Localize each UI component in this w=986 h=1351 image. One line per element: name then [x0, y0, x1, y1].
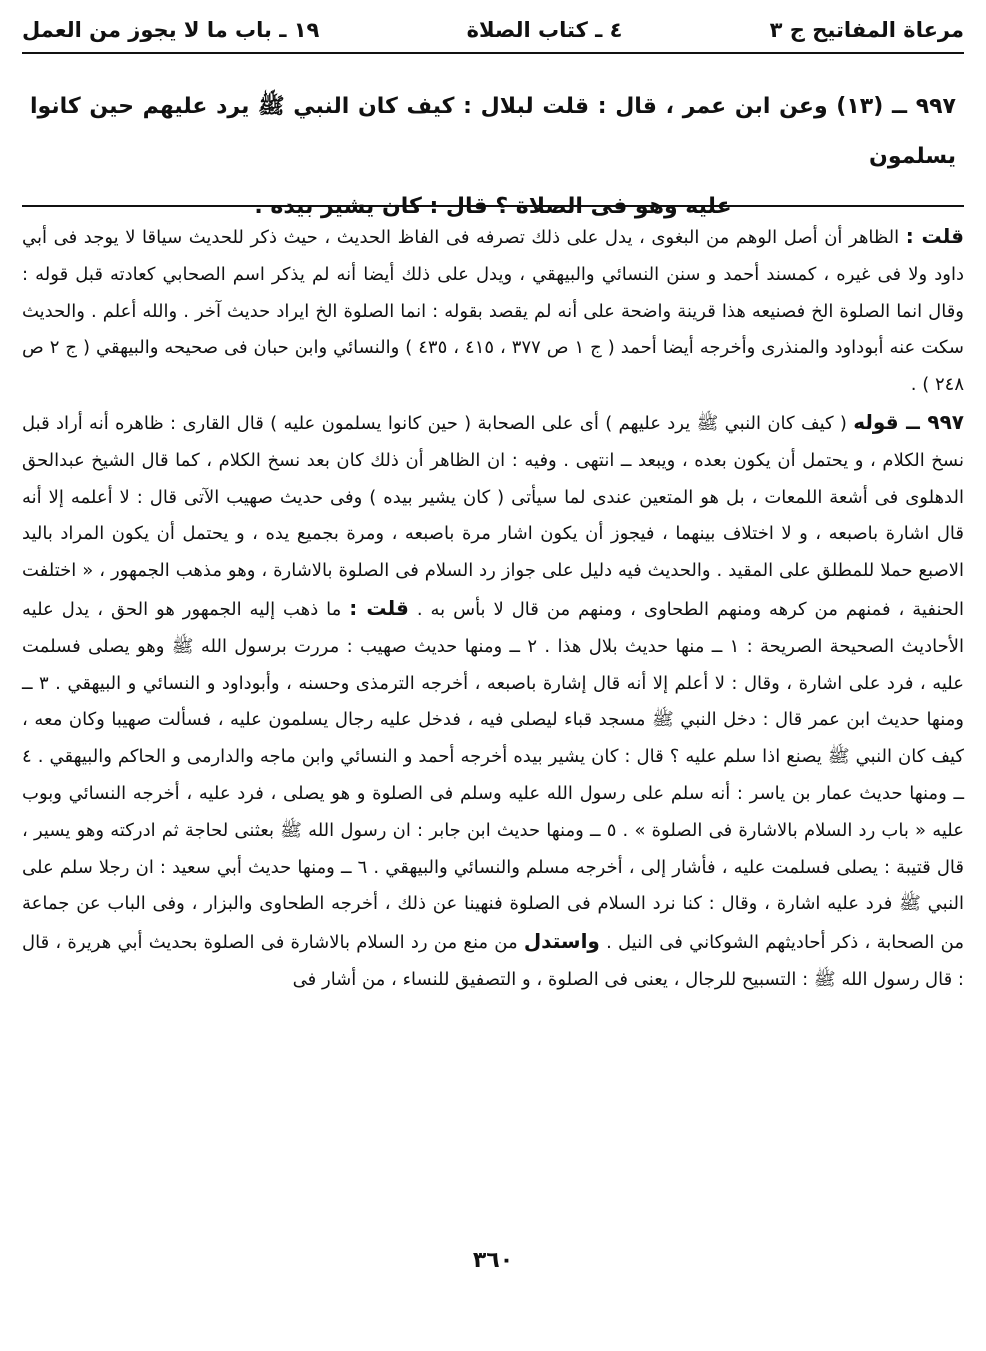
paragraph-text: الظاهر أن أصل الوهم من البغوى ، يدل على ذلك تصرفه فى الفاظ الحديث ، حيث ذكر للحديث سياقا لا يوجد فى أبي داود ولا فى غيره ، كمسند أحمد و سنن النسائي والبيهقي ، ويدل على ذلك أيضا أنه لم يذكر اسم الصحابي كعادته قبل قوله : وقال انما الصلوة الخ فصنيعه هذا قرينة واضحة على أنه لم يقصد بقوله : انما الصلوة الخ ايراد حديث آخر . والله أعلم . والحديث سكت عنه أبوداود والمنذرى وأخرجه أيضا أحمد ( ج ١ ص ٣٧٧ ، ٤١٥ ، ٤٣٥ ) والنسائي وابن حبان فى صحيحه والبيهقي ( ج ٢ ص ٢٤٨ ) .	[22, 227, 964, 396]
running-header	[22, 12, 964, 48]
hadith-line: ٩٩٧ ــ (١٣) وعن ابن عمر ، قال : قلت لبلال : كيف كان النبي ﷺ يرد عليهم حين كانوا يسلمون	[30, 94, 956, 169]
paragraph-text: ( كيف كان النبي ﷺ يرد عليهم ) أى على الصحابة ( حين كانوا يسلمون عليه ) قال القارى : ظاهره أنه أراد قبل نسخ الكلام ، و يحتمل أن يكون بعده ، ويبعد ــ انتهى . وفيه : ان الظاهر أن ذلك كان بعد نسخ الكلام ، كما قال الشيخ عبدالحق الدهلوى فى أشعة اللمعات ، بل هو المتعين عندى لما سيأتى ( كان يشير بيده ) وفى حديث صهيب الآتى قال : لا أعلمه إلا أنه قال اشارة باصبعه ، و لا اختلاف بينهما ، فيجوز أن يكون اشار مرة باصبعه ، ومرة بجميع يده ، و يحتمل أن يكون المراد باليد الاصبع حملا للمطلق على المقيد . والحديث فيه دليل على جواز رد السلام فى الصلوة بالاشارة ، وهو مذهب الجمهور ، « اختلفت الحنفية ، فمنهم من كرهه ومنهم الطحاوى ، ومنهم من قال لا بأس به .	[22, 412, 964, 620]
keyword: ٩٩٧ ــ قوله	[853, 409, 965, 434]
section-rule	[22, 205, 964, 207]
commentary-paragraph	[22, 404, 964, 999]
hadith-line: عليه وهو فى الصلاة ؟ قال : كان يشير بيده .	[254, 194, 732, 219]
commentary-paragraph	[22, 218, 964, 404]
hadith-text	[30, 82, 956, 232]
header-rule	[22, 52, 964, 54]
paragraph-text: من منع من رد السلام بالاشارة فى الصلوة بحديث أبي هريرة ، قال : قال رسول الله ﷺ : التسبيح للرجال ، يعنى فى الصلوة ، و التصفيق للنساء ، من أشار فى	[22, 932, 964, 990]
keyword: قلت :	[905, 224, 964, 248]
page-number: ٣٦٠	[472, 1248, 514, 1273]
commentary	[22, 218, 964, 999]
header-section: ١٩ ـ باب ما لا يجوز من العمل	[22, 18, 320, 42]
keyword: واستدل	[523, 929, 600, 954]
paragraph-text: ما ذهب إليه الجمهور هو الحق ، يدل عليه الأحاديث الصحيحة الصريحة : ١ ــ منها حديث بلال هذا . ٢ ــ ومنها حديث صهيب : مررت برسول الله ﷺ وهو يصلى فسلمت عليه ، فرد على اشارة ، وقال : لا أعلم إلا أنه قال إشارة باصبعه ، أخرجه الترمذى وحسنه ، وأبوداود و النسائي و البيهقي . ٣ ــ ومنها حديث ابن عمر قال : دخل النبي ﷺ مسجد قباء ليصلى فيه ، فدخل عليه رجال يسلمون عليه ، فسألت صهيبا وكان معه ، كيف كان النبي ﷺ يصنع اذا سلم عليه ؟ قال : كان يشير بيده أخرجه أحمد و النسائي وابن ماجه والدارمى و الحاكم والبيهقي . ٤ ــ ومنها حديث عمار بن ياسر : أنه سلم على رسول الله عليه وسلم فى الصلوة و هو يصلى ، فرد عليه ، أخرجه النسائي وبوب عليه « باب رد السلام بالاشارة فى الصلوة » . ٥ ــ ومنها حديث ابن جابر : ان رسول الله ﷺ بعثنى لحاجة ثم ادركته وهو يسير ، قال قتيبة : يصلى فسلمت عليه ، فأشار إلى ، أخرجه مسلم والنسائي والبيهقي . ٦ ــ ومنها حديث أبي سعيد : ان رجلا سلم على النبي ﷺ فرد عليه اشارة ، وقال : كنا نرد السلام فى الصلوة فنهينا عن ذلك ، أخرجه الطحاوى والبزار ، وفى الباب عن جماعة من الصحابة ، ذكر أحاديثهم الشوكاني فى النيل .	[22, 598, 965, 954]
header-chapter: ٤ ـ كتاب الصلاة	[466, 18, 623, 42]
header-book-title: مرعاة المفاتيح ج ٣	[769, 18, 964, 42]
keyword: قلت :	[349, 595, 409, 620]
